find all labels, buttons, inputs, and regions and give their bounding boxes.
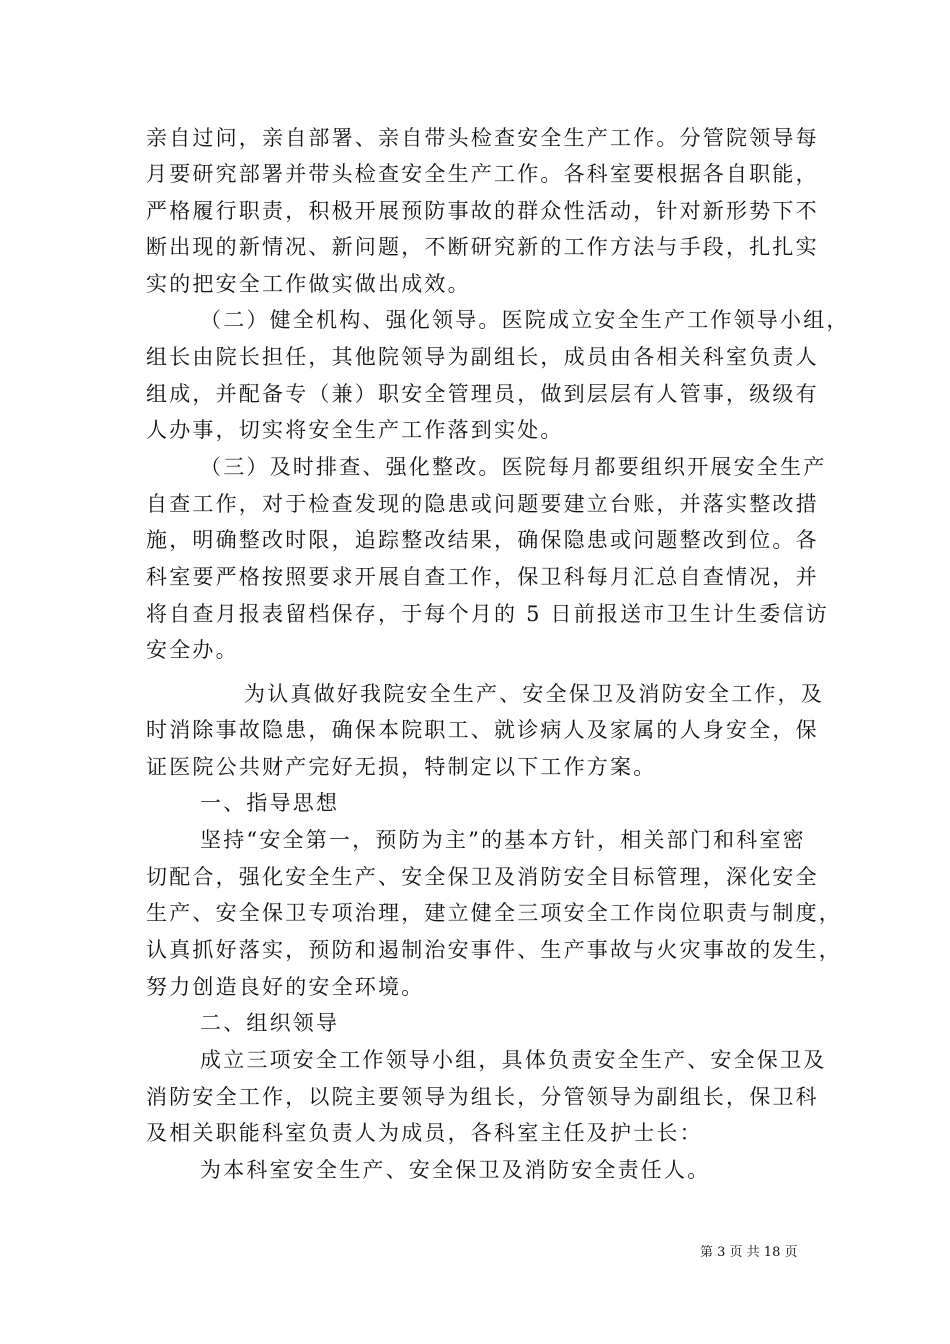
text-line: 人办事，切实将安全生产工作落到实处。 <box>146 418 564 442</box>
text-line: （三）及时排查、强化整改。医院每月都要组织开展安全生产 <box>200 455 827 479</box>
text-line: 组成，并配备专（兼）职安全管理员，做到层层有人管事，级级有 <box>146 382 819 406</box>
text-line: 断出现的新情况、新问题，不断研究新的工作方法与手段，扎扎实 <box>146 235 819 259</box>
section-heading: 一、指导思想 <box>200 791 340 815</box>
text-line: 成立三项安全工作领导小组，具体负责安全生产、安全保卫及 <box>200 1048 827 1072</box>
text-line: 将自查月报表留档保存，于每个月的 5 日前报送市卫生计生委信访 <box>146 602 829 626</box>
text-line: 亲自过问，亲自部署、亲自带头检查安全生产工作。分管院领导每 <box>146 126 819 150</box>
text-line: 时消除事故隐患，确保本院职工、就诊病人及家属的人身安全，保 <box>146 718 819 742</box>
text-line: 组长由院长担任，其他院领导为副组长，成员由各相关科室负责人 <box>146 345 819 369</box>
page-number: 第 3 页 共 18 页 <box>700 1245 798 1260</box>
text-line: 安全办。 <box>146 638 239 662</box>
text-line: 自查工作，对于检查发现的隐患或问题要建立台账，并落实整改措 <box>146 492 819 516</box>
text-line: 坚持“安全第一，预防为主”的基本方针，相关部门和科室密 <box>200 828 806 852</box>
section-heading: 二、组织领导 <box>200 1011 340 1035</box>
text-line: 施，明确整改时限，追踪整改结果，确保隐患或问题整改到位。各 <box>146 528 819 552</box>
text-line: 努力创造良好的安全环境。 <box>146 975 425 999</box>
text-line: 为认真做好我院安全生产、安全保卫及消防安全工作，及 <box>244 682 824 706</box>
text-line: 科室要严格按照要求开展自查工作，保卫科每月汇总自查情况，并 <box>146 565 819 589</box>
text-line: 切配合，强化安全生产、安全保卫及消防安全目标管理，深化安全 <box>146 865 819 889</box>
text-line: 生产、安全保卫专项治理，建立健全三项安全工作岗位职责与制度， <box>146 901 842 925</box>
text-line: （二）健全机构、强化领导。医院成立安全生产工作领导小组， <box>200 308 850 332</box>
text-line: 严格履行职责，积极开展预防事故的群众性活动，针对新形势下不 <box>146 199 819 223</box>
text-line: 认真抓好落实，预防和遏制治安事件、生产事故与火灾事故的发生， <box>146 938 842 962</box>
text-line: 消防安全工作，以院主要领导为组长，分管领导为副组长，保卫科 <box>146 1085 819 1109</box>
text-line: 证医院公共财产完好无损，特制定以下工作方案。 <box>146 755 657 779</box>
text-line: 为本科室安全生产、安全保卫及消防安全责任人。 <box>200 1158 711 1182</box>
text-line: 实的把安全工作做实做出成效。 <box>146 272 471 296</box>
text-line: 月要研究部署并带头检查安全生产工作。各科室要根据各自职能， <box>146 162 819 186</box>
text-line: 及相关职能科室负责人为成员，各科室主任及护士长： <box>146 1121 703 1145</box>
